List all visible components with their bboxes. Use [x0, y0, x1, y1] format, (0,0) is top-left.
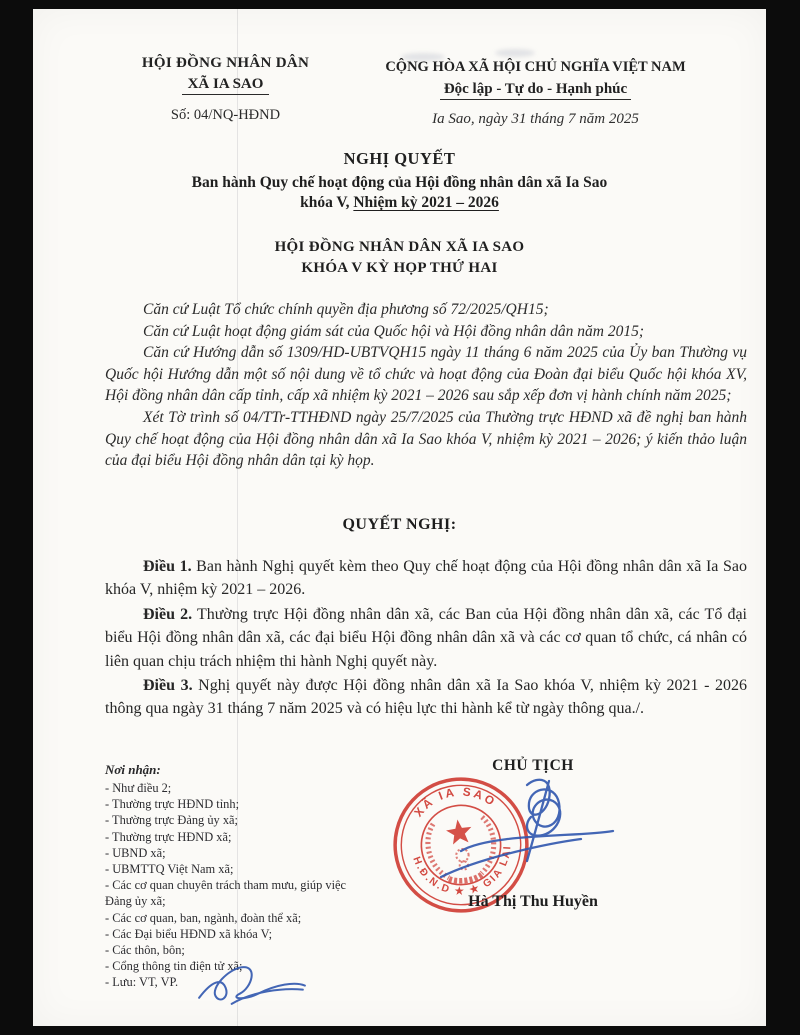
document-subject: [33, 173, 766, 213]
citation-paragraph: Xét Tờ trình số 04/TTr-TTHĐND ngày 25/7/2025 của Thường trực HĐND xã đề nghị ban hành Quy chế hoạt động của Hội đồng nhân dân xã Ia Sao khóa V, nhiệm kỳ 2021 – 2026; ý kiến thảo luận của đại biểu Hội đồng nhân dân tại kỳ họp.: [105, 408, 747, 470]
document-title-block: [33, 149, 766, 213]
seal-text-top: XÃ IA SAO: [411, 784, 500, 820]
recipient-item: - UBND xã;: [105, 845, 166, 860]
recipient-item: - Lưu: VT, VP.: [105, 975, 179, 990]
signer-name: Hà Thị Thu Huyền: [468, 893, 598, 910]
issuer-name-line2: XÃ IA SAO: [83, 76, 368, 93]
articles: [105, 555, 747, 722]
recipient-item: - Các cơ quan, ban, ngành, đoàn thể xã;: [105, 910, 302, 925]
scan-smudge: [495, 49, 535, 57]
recipient-item: - Các thôn, bôn;: [105, 943, 185, 958]
recipient-item: - Cổng thông tin điện tử xã;: [105, 959, 243, 974]
document-type: NGHỊ QUYẾT: [343, 149, 456, 168]
recipient-item: - Các Đại biểu HĐND xã khóa V;: [105, 926, 273, 941]
recipient-item: - Thường trực HĐND tỉnh;: [105, 797, 240, 812]
article-3-label: Điều 3.: [143, 677, 193, 695]
authority-line2: KHÓA V KỲ HỌP THỨ HAI: [301, 260, 498, 276]
subject-term-underlined: Nhiệm kỳ 2021 – 2026: [353, 194, 499, 211]
issuer-name-line1: HỘI ĐỒNG NHÂN DÂN: [141, 55, 310, 71]
article-2-text: Thường trực Hội đồng nhân dân xã, các Ban của Hội đồng nhân dân xã, các Tổ đại biểu Hội đồng nhân dân xã, các đại biểu Hội đồng nhân dân xã và các cơ quan tổ chức, cá nhân có liên quan chịu trách nhiệm thi hành Nghị quyết này.: [105, 605, 748, 670]
handwritten-signature: [431, 773, 621, 888]
article-1-text: Ban hành Nghị quyết kèm theo Quy chế hoạt động của Hội đồng nhân dân xã Ia Sao khóa V, nhiệm kỳ 2021 – 2026.: [105, 558, 747, 599]
recipient-item: - Như điều 2;: [105, 781, 172, 795]
recipient-item: - UBMTTQ Việt Nam xã;: [105, 862, 234, 877]
national-motto: Độc lập - Tự do - Hạnh phúc: [333, 81, 738, 98]
authority-line1: HỘI ĐỒNG NHÂN DÂN XÃ IA SAO: [274, 239, 525, 255]
citation-paragraph: Căn cứ Luật Tổ chức chính quyền địa phương số 72/2025/QH15;: [143, 301, 549, 318]
seal-text-bottom: H.Đ.N.D ★ ★ GIA LAI: [410, 844, 514, 898]
subject-line2-prefix: khóa V,: [300, 194, 354, 211]
recipient-item: - Thường trực HĐND xã;: [105, 829, 232, 844]
article-1: [105, 555, 747, 602]
citation-paragraph: Căn cứ Hướng dẫn số 1309/HD-UBTVQH15 ngày 11 tháng 6 năm 2025 của Ủy ban Thường vụ Quốc hội Hướng dẫn một số nội dung về tổ chức và hoạt động của Đoàn đại biểu Quốc hội khóa XV, Hội đồng nhân dân cấp tỉnh, cấp xã nhiệm kỳ 2021 – 2026 sau sắp xếp đơn vị hành chính năm 2025;: [105, 344, 747, 405]
national-title: CỘNG HÒA XÃ HỘI CHỦ NGHĨA VIỆT NAM: [385, 59, 686, 75]
preamble: [105, 299, 747, 472]
clerk-ink-graphic: [191, 953, 313, 1009]
citation-paragraph: Căn cứ Luật hoạt động giám sát của Quốc hội và Hội đồng nhân dân năm 2015;: [143, 322, 644, 340]
place-and-date: Ia Sao, ngày 31 tháng 7 năm 2025: [432, 111, 639, 127]
subject-line1: Ban hành Quy chế hoạt động của Hội đồng nhân dân xã Ia Sao: [191, 174, 608, 191]
authority-block: [33, 237, 766, 279]
issuer-block: [83, 55, 368, 124]
national-motto-block: [333, 59, 738, 128]
resolution-heading: QUYẾT NGHỊ:: [342, 516, 457, 533]
article-2: [105, 603, 747, 673]
signer-title: CHỦ TỊCH: [492, 757, 574, 774]
document-number: Số: 04/NQ-HĐND: [170, 107, 281, 123]
recipient-item: - Thường trực Đảng ủy xã;: [105, 813, 238, 828]
clerk-initials-signature: [191, 953, 313, 1009]
recipients-label: Nơi nhận:: [105, 762, 161, 777]
document-paper: [33, 9, 766, 1026]
signature-ink-graphic: [431, 773, 621, 888]
article-2-label: Điều 2.: [143, 605, 193, 623]
article-3: [105, 674, 747, 721]
article-1-label: Điều 1.: [143, 558, 192, 575]
recipient-item: - Các cơ quan chuyên trách tham mưu, giúp việc Đảng ủy xã;: [105, 878, 347, 909]
article-3-text: Nghị quyết này được Hội đồng nhân dân xã Ia Sao khóa V, nhiệm kỳ 2021 - 2026 thông qua ngày 31 tháng 7 năm 2025 và có hiệu lực thi hành kể từ ngày thông qua./.: [105, 677, 748, 718]
